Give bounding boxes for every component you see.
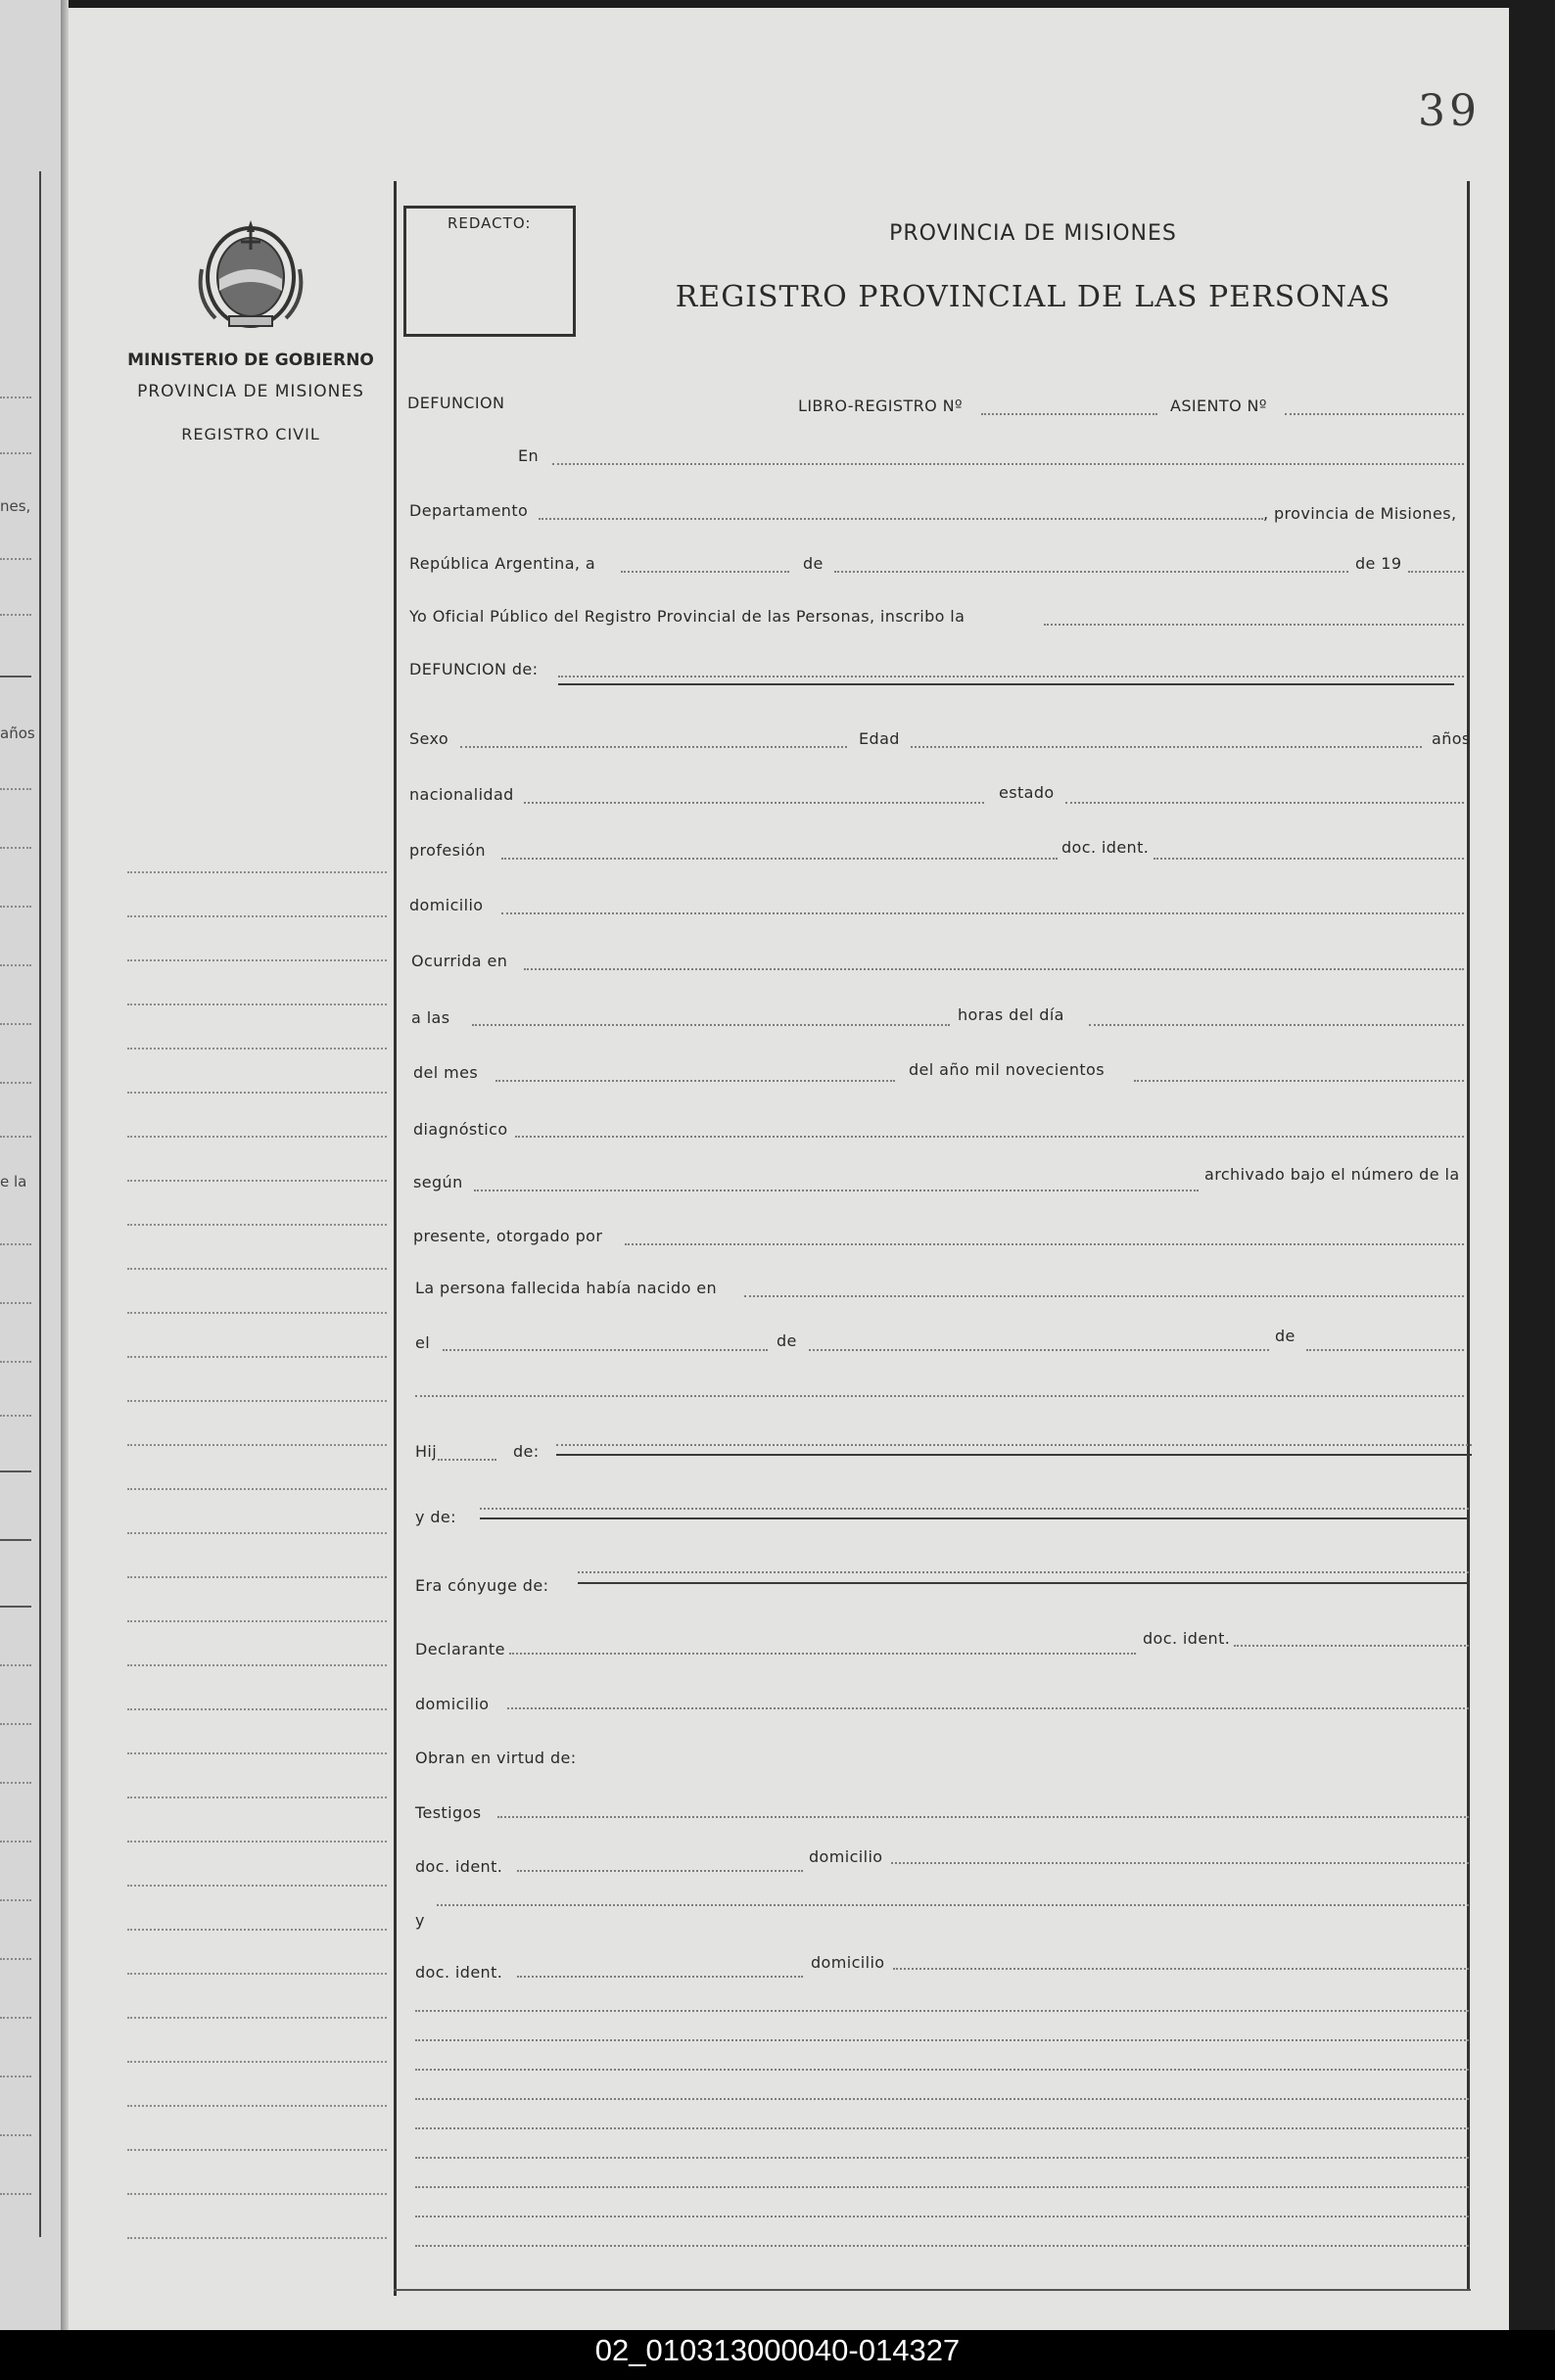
a-las-label: a las	[411, 1008, 450, 1027]
right-rule	[1467, 181, 1470, 2291]
margin-note-line[interactable]	[127, 1841, 387, 1843]
province-heading: PROVINCIA DE MISIONES	[137, 382, 364, 401]
registry-title: REGISTRO PROVINCIAL DE LAS PERSONAS	[675, 280, 1391, 314]
segun-field[interactable]	[474, 1190, 1199, 1191]
en-label: En	[518, 446, 540, 465]
extra-line-field[interactable]	[415, 2186, 1469, 2188]
previous-page-line	[0, 788, 31, 790]
testigo-1-field[interactable]	[497, 1816, 1469, 1818]
previous-page-line	[0, 847, 31, 849]
previous-page-line	[0, 906, 31, 908]
margin-note-line[interactable]	[127, 1797, 387, 1798]
estado-label: estado	[999, 783, 1055, 802]
domicilio-label: domicilio	[409, 896, 484, 914]
margin-note-line[interactable]	[127, 2193, 387, 2195]
bottom-rule	[394, 2289, 1471, 2291]
asiento-label: ASIENTO Nº	[1170, 397, 1267, 415]
deceased-name-underline	[558, 683, 1454, 685]
mother-name-underline	[480, 1517, 1469, 1519]
ocurrida-en-field[interactable]	[524, 968, 1464, 970]
previous-page-line	[0, 614, 31, 616]
ano-field[interactable]	[1134, 1080, 1464, 1082]
margin-note-line[interactable]	[127, 2149, 387, 2151]
margin-note-line[interactable]	[127, 1708, 387, 1710]
mes-field[interactable]	[495, 1080, 895, 1082]
margin-note-line[interactable]	[127, 1576, 387, 1578]
obran-label: Obran en virtud de:	[415, 1749, 577, 1767]
previous-page-line	[0, 397, 31, 398]
declarante-domicilio-label: domicilio	[415, 1695, 490, 1713]
birth-month-field[interactable]	[809, 1349, 1269, 1351]
testigo-1-doc-label: doc. ident.	[415, 1857, 503, 1876]
previous-page-line	[0, 2193, 31, 2195]
presente-label: presente, otorgado por	[413, 1227, 603, 1245]
previous-page-line	[0, 1899, 31, 1901]
previous-page-line	[0, 1539, 31, 1541]
year-19-label: de 19	[1355, 554, 1402, 573]
margin-note-line[interactable]	[127, 1929, 387, 1931]
previous-page-line	[0, 964, 31, 966]
profesion-label: profesión	[409, 841, 486, 860]
previous-page-edge	[0, 0, 63, 2330]
testigo-1-domicilio-label: domicilio	[809, 1847, 883, 1866]
dia-field[interactable]	[1089, 1024, 1464, 1026]
father-name-underline	[556, 1454, 1472, 1456]
previous-page-line	[0, 1302, 31, 1304]
scan-caption: 02_010313000040-014327	[594, 2333, 961, 2367]
previous-page-line	[0, 1243, 31, 1245]
testigo-1-domicilio-field[interactable]	[891, 1862, 1469, 1864]
otorgado-por-field[interactable]	[625, 1243, 1464, 1245]
previous-page-line	[0, 452, 31, 454]
nacido-en-field[interactable]	[744, 1295, 1464, 1297]
anos-label: años	[1432, 729, 1471, 748]
domicilio-field[interactable]	[501, 912, 1464, 914]
father-name-field[interactable]	[556, 1444, 1472, 1446]
hij-label: Hij	[415, 1442, 438, 1461]
y-de-label: y de:	[415, 1508, 456, 1526]
previous-page-line	[0, 1782, 31, 1784]
declarante-doc-label: doc. ident.	[1143, 1629, 1231, 1648]
previous-page-line	[0, 1606, 31, 1608]
margin-note-line[interactable]	[127, 1268, 387, 1270]
margin-note-line[interactable]	[127, 2017, 387, 2019]
book-gutter	[61, 0, 69, 2330]
previous-page-line	[0, 1664, 31, 1666]
previous-page-fragment: años	[0, 724, 35, 742]
margin-note-line[interactable]	[127, 1885, 387, 1887]
redacto-label: REDACTO:	[448, 214, 532, 232]
margin-note-line[interactable]	[127, 2061, 387, 2063]
month-field[interactable]	[834, 571, 1348, 573]
defuncion-de-label: DEFUNCION de:	[409, 660, 539, 678]
el-label: el	[415, 1333, 431, 1352]
margin-note-line[interactable]	[127, 1356, 387, 1358]
edad-field[interactable]	[911, 746, 1422, 748]
previous-page-line	[0, 1723, 31, 1725]
margin-note-line[interactable]	[127, 1136, 387, 1138]
previous-page-line	[0, 2017, 31, 2019]
margin-note-line[interactable]	[127, 1620, 387, 1622]
inscribo-field[interactable]	[1044, 624, 1464, 626]
sexo-field[interactable]	[460, 746, 847, 748]
profesion-field[interactable]	[501, 858, 1058, 860]
margin-note-line[interactable]	[127, 1444, 387, 1446]
previous-page-line	[0, 676, 31, 677]
page-number: 39	[1418, 86, 1481, 136]
margin-note-line[interactable]	[127, 959, 387, 961]
previous-page-line	[0, 1470, 31, 1472]
libro-registro-field[interactable]	[981, 413, 1157, 415]
province-title: PROVINCIA DE MISIONES	[889, 221, 1177, 246]
extra-line-field[interactable]	[415, 2216, 1469, 2217]
extra-line-field[interactable]	[415, 2157, 1469, 2159]
testigo-2-domicilio-field[interactable]	[893, 1968, 1469, 1970]
estado-field[interactable]	[1065, 802, 1464, 804]
year-field[interactable]	[1408, 571, 1464, 573]
margin-note-line[interactable]	[127, 1973, 387, 1975]
hij-suffix-field[interactable]	[438, 1459, 496, 1461]
doc-ident-label: doc. ident.	[1061, 838, 1150, 857]
month-de-label: de	[803, 554, 824, 573]
birth-day-field[interactable]	[443, 1349, 768, 1351]
defuncion-label: DEFUNCION	[407, 394, 505, 412]
redacto-box[interactable]	[403, 206, 576, 337]
testigos-label: Testigos	[415, 1803, 482, 1822]
horas-del-dia-label: horas del día	[958, 1005, 1064, 1024]
testigo-2-field[interactable]	[437, 1904, 1469, 1906]
previous-page-line	[0, 1082, 31, 1084]
extra-line-field[interactable]	[415, 2098, 1469, 2100]
testigo-2-doc-label: doc. ident.	[415, 1963, 503, 1982]
margin-note-line[interactable]	[127, 915, 387, 917]
diagnostico-label: diagnóstico	[413, 1120, 508, 1139]
margin-note-line[interactable]	[127, 1180, 387, 1182]
previous-page-line	[0, 1023, 31, 1025]
ocurrida-en-label: Ocurrida en	[411, 952, 508, 970]
edad-label: Edad	[859, 729, 900, 748]
segun-label: según	[413, 1173, 463, 1191]
nacionalidad-label: nacionalidad	[409, 785, 514, 804]
margin-note-line[interactable]	[127, 1752, 387, 1754]
extra-line-field[interactable]	[415, 1395, 1464, 1397]
ministry-heading: MINISTERIO DE GOBIERNO	[127, 350, 374, 370]
extra-line-field[interactable]	[415, 2039, 1469, 2041]
previous-page-line	[0, 2076, 31, 2077]
sexo-label: Sexo	[409, 729, 449, 748]
archivado-text: archivado bajo el número de la	[1204, 1165, 1460, 1184]
y-label: y	[415, 1911, 425, 1930]
nacido-en-label: La persona fallecida había nacido en	[415, 1279, 718, 1297]
previous-page-line	[0, 1361, 31, 1363]
provincial-coat-of-arms-icon	[196, 210, 306, 332]
previous-page-line	[0, 1841, 31, 1843]
departamento-label: Departamento	[409, 501, 529, 520]
conyuge-field[interactable]	[578, 1571, 1469, 1573]
asiento-field[interactable]	[1285, 413, 1464, 415]
previous-page-line	[0, 1136, 31, 1138]
previous-page-line	[0, 558, 31, 560]
margin-note-line[interactable]	[127, 1664, 387, 1666]
extra-line-field[interactable]	[415, 2010, 1469, 2012]
mother-name-field[interactable]	[480, 1508, 1469, 1510]
extra-line-field[interactable]	[415, 2127, 1469, 2129]
testigo-2-domicilio-label: domicilio	[811, 1953, 885, 1972]
testigo-2-doc-field[interactable]	[517, 1976, 803, 1978]
declarante-domicilio-field[interactable]	[507, 1707, 1469, 1709]
margin-note-line[interactable]	[127, 871, 387, 873]
en-field[interactable]	[552, 463, 1464, 465]
margin-note-line[interactable]	[127, 2237, 387, 2239]
margin-note-line[interactable]	[127, 1092, 387, 1094]
conyuge-label: Era cónyuge de:	[415, 1576, 549, 1595]
oficial-statement: Yo Oficial Público del Registro Provincial de las Personas, inscribo la	[409, 607, 966, 626]
office-heading: REGISTRO CIVIL	[181, 425, 320, 443]
margin-note-line[interactable]	[127, 1003, 387, 1005]
doc-ident-field[interactable]	[1154, 858, 1464, 860]
margin-note-line[interactable]	[127, 1048, 387, 1050]
extra-line-field[interactable]	[415, 2069, 1469, 2071]
previous-page-line	[0, 1958, 31, 1960]
previous-page-line	[0, 2134, 31, 2136]
hora-field[interactable]	[472, 1024, 950, 1026]
republica-argentina-label: República Argentina, a	[409, 554, 596, 573]
provincia-misiones-text: , provincia de Misiones,	[1263, 504, 1457, 523]
day-field[interactable]	[621, 571, 789, 573]
left-rule	[394, 181, 397, 2296]
birth-year-de-label: de	[1275, 1327, 1296, 1345]
margin-note-line[interactable]	[127, 1400, 387, 1402]
testigo-1-doc-field[interactable]	[517, 1870, 803, 1872]
previous-page-rule	[39, 171, 41, 2237]
hij-de-label: de:	[513, 1442, 540, 1461]
del-mes-label: del mes	[413, 1063, 479, 1082]
birth-year-field[interactable]	[1306, 1349, 1464, 1351]
margin-note-line[interactable]	[127, 2105, 387, 2107]
margin-note-line[interactable]	[127, 1224, 387, 1226]
diagnostico-field[interactable]	[515, 1136, 1464, 1138]
departamento-field[interactable]	[539, 518, 1263, 520]
declarante-field[interactable]	[509, 1653, 1136, 1655]
birth-month-de-label: de	[777, 1331, 797, 1350]
previous-page-fragment: nes,	[0, 497, 31, 515]
deceased-name-field[interactable]	[558, 676, 1464, 677]
previous-page-line	[0, 1415, 31, 1417]
declarante-doc-field[interactable]	[1234, 1645, 1469, 1647]
margin-note-line[interactable]	[127, 1532, 387, 1534]
nacionalidad-field[interactable]	[524, 802, 984, 804]
previous-page-fragment: e la	[0, 1173, 27, 1190]
libro-registro-label: LIBRO-REGISTRO Nº	[798, 397, 963, 415]
declarante-label: Declarante	[415, 1640, 505, 1658]
extra-line-field[interactable]	[415, 2245, 1469, 2247]
margin-note-line[interactable]	[127, 1488, 387, 1490]
margin-note-line[interactable]	[127, 1312, 387, 1314]
conyuge-underline	[578, 1582, 1469, 1584]
del-ano-label: del año mil novecientos	[909, 1060, 1105, 1079]
